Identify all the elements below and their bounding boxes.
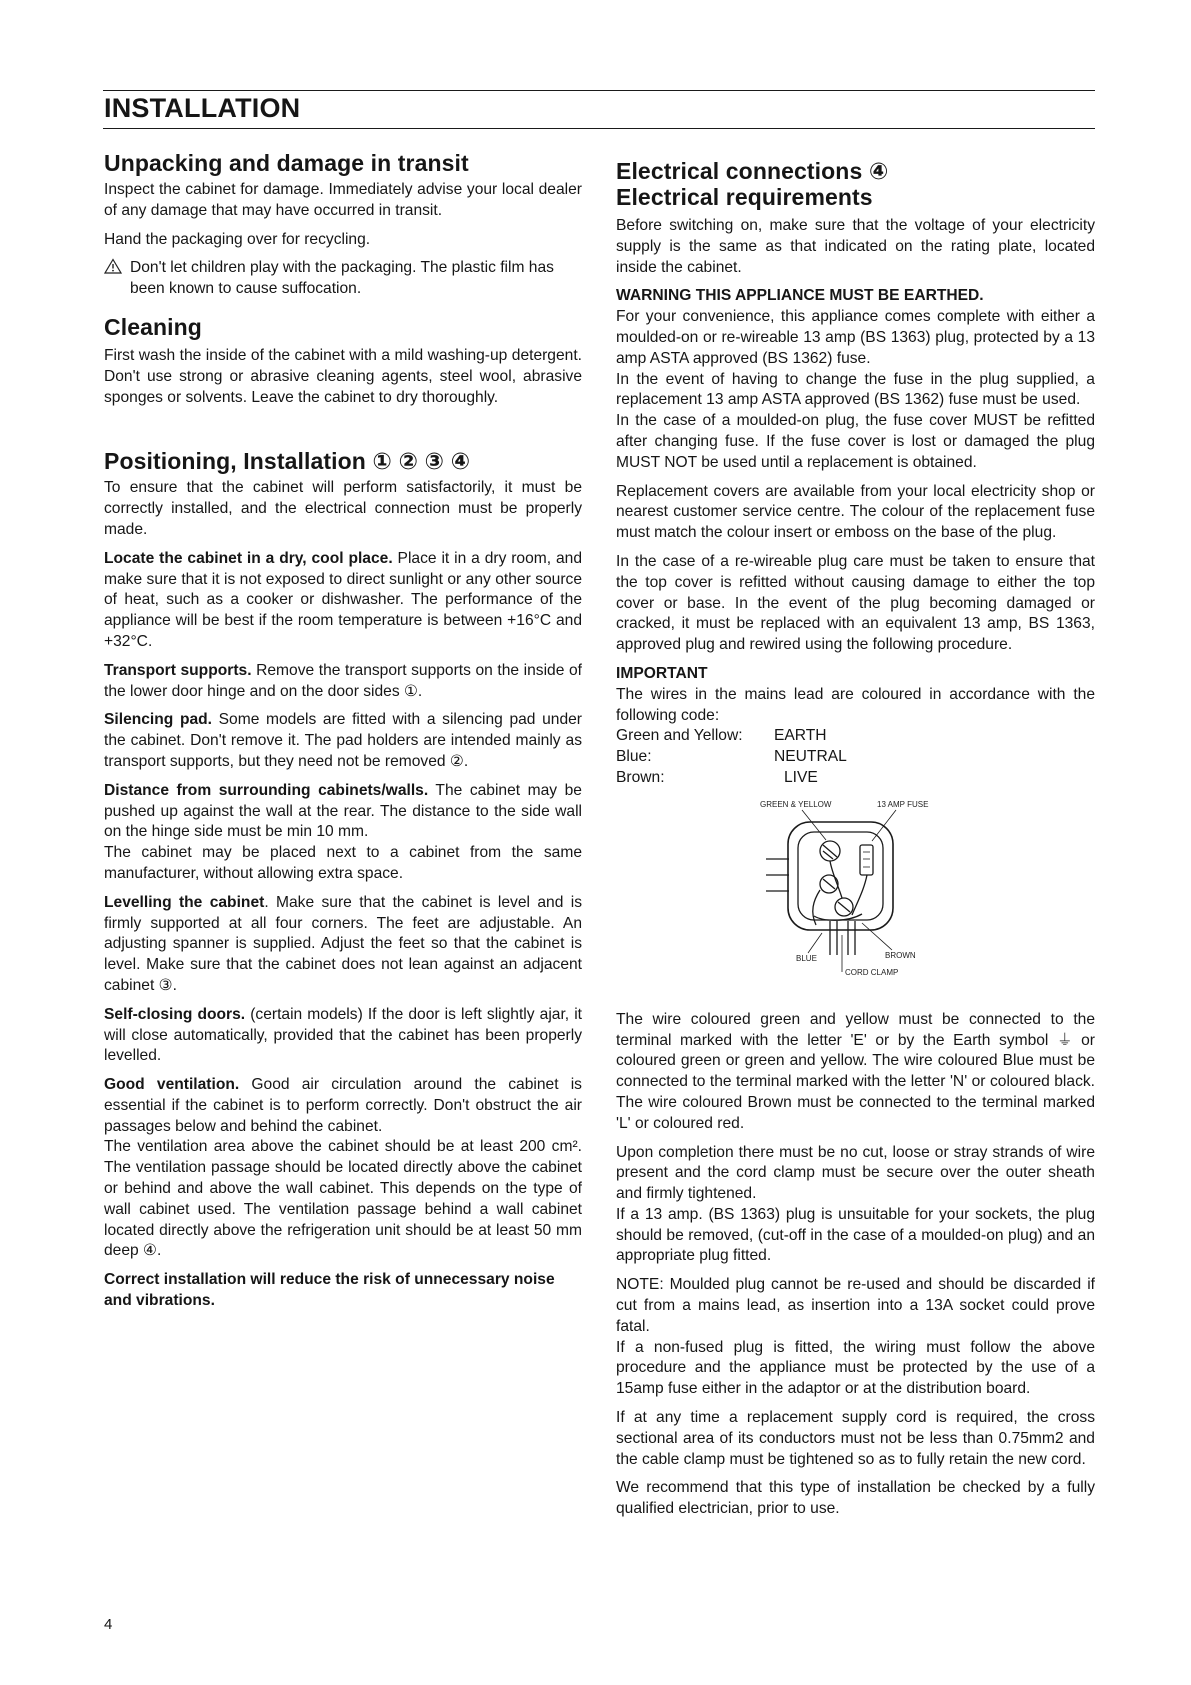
silencing-body: Some models are fitted with a silencing pad under the cabinet. Don't remove it. The pad holders are intended mainly as transport supports, but they need not be removed ②. [104, 711, 582, 770]
header-rule-top [103, 90, 1095, 91]
convenience-paragraph: For your convenience, this appliance comes complete with either a moulded-on or re-wireable 13 amp (BS 1363) plug, protected by a 13 amp ASTA approved (BS 1362) fuse. [616, 308, 1095, 367]
label-cord-clamp: CORD CLAMP [845, 967, 899, 977]
page-number: 4 [104, 1616, 113, 1633]
recycling-paragraph: Hand the packaging over for recycling. [104, 230, 371, 248]
ventilation-body: Good air circulation around the cabinet is essential if the cabinet is to perform correctly. Don't obstruct the air passages below and behind the cabinet. [104, 1076, 582, 1135]
section-heading-electrical-connections: Electrical connections ④ [616, 158, 889, 184]
selfclosing-body: (certain models) If the door is left slightly ajar, it will close automatically, provided that the cabinet has been properly levelled. [104, 1005, 583, 1065]
locate-lead: Locate the cabinet in a dry, cool place. [104, 549, 393, 567]
levelling-lead: Levelling the cabinet [104, 893, 265, 911]
code-row-neutral [616, 747, 1095, 768]
wire-colour-code [616, 726, 1095, 788]
code-value: LIVE [784, 768, 818, 786]
silencing-lead: Silencing pad. [104, 711, 213, 729]
code-label: Green and Yellow: [616, 727, 743, 745]
rewireable-paragraph: In the case of a re-wireable plug care must be taken to ensure that the top cover is refitted without causing damage to either the top cover or base. In the event of the plug becoming damaged or cracked, it must be replaced with an equivalent 13 amp, BS 1363, approved plug and rewired using the following procedure. [616, 552, 1095, 654]
transport-body: Remove the transport supports on the inside of the lower door hinge and on the door sides ①. [104, 661, 582, 700]
distance-lead: Distance from surrounding cabinets/walls. [104, 781, 429, 799]
replacement-covers-paragraph: Replacement covers are available from your local electricity shop or nearest customer service centre. The colour of the replacement fuse must match the colour insert or emboss on the base of the plug. [616, 482, 1095, 542]
label-green-yellow: GREEN & YELLOW [760, 799, 832, 809]
recommendation-paragraph: We recommend that this type of installation be checked by a fully qualified electrician, prior to use. [616, 1479, 1095, 1518]
completion-paragraph: Upon completion there must be no cut, loose or stray strands of wire present and the cord clamp must be secure over the outer sheath and firmly tightened. [616, 1143, 1095, 1203]
section-heading-electrical-requirements: Electrical requirements [616, 184, 873, 210]
unpacking-paragraph: Inspect the cabinet for damage. Immediately advise your local dealer of any damage that may have occurred in transit. [104, 181, 582, 219]
warning-triangle-icon [104, 258, 130, 280]
distance-paragraph [104, 781, 582, 843]
ventilation-paragraph [104, 1075, 582, 1137]
non-fused-plug-paragraph: If a non-fused plug is fitted, the wiring must follow the above procedure and the appliance must be protected by the use of a 15amp fuse either in the adaptor or at the distribution board. [616, 1338, 1095, 1398]
right-column [616, 150, 1095, 1528]
switching-paragraph: Before switching on, make sure that the voltage of your electricity supply is the same as that indicated on the rating plate, located inside the cabinet. [616, 217, 1095, 276]
code-label: Brown: [616, 768, 665, 786]
silencing-paragraph [104, 710, 582, 772]
code-value: EARTH [774, 727, 827, 745]
section-heading-positioning: Positioning, Installation ① ② ③ ④ [104, 448, 471, 475]
page-title: INSTALLATION [104, 93, 301, 123]
important-label: IMPORTANT [616, 664, 708, 682]
plug-diagram-svg [616, 795, 1095, 1000]
note-paragraph: NOTE: Moulded plug cannot be re-used and should be discarded if cut from a mains lead, as insertion into a 13A socket could prove fatal. [616, 1276, 1095, 1335]
green-yellow-wire-paragraph: The wire coloured green and yellow must be connected to the terminal marked with the letter 'E' or by the Earth symbol ⏚ or coloured green or green and yellow. The wire coloured Blue must be connected to the terminal marked with the letter 'N' or coloured black. The wire coloured Brown must be connected to the terminal marked 'L' or coloured red. [616, 1010, 1095, 1132]
warning-text: Don't let children play with the packaging. The plastic film has been known to cause suffocation. [130, 259, 554, 298]
transport-lead: Transport supports. [104, 661, 252, 679]
levelling-paragraph [104, 893, 582, 997]
label-brown: BROWN [885, 950, 916, 960]
locate-body: Place it in a dry room, and make sure that it is not exposed to direct sunlight or any other source of heat, such as a cooker or dishwasher. The performance of the appliance will be best if the room temperature is between +16°C and +32°C. [104, 549, 583, 650]
section-heading-cleaning: Cleaning [104, 313, 202, 340]
header-rule-bottom [103, 128, 1095, 129]
label-blue: BLUE [796, 953, 817, 963]
code-value: NEUTRAL [774, 748, 847, 766]
earthed-warning: WARNING THIS APPLIANCE MUST BE EARTHED. [616, 287, 984, 305]
replacement-cord-paragraph: If at any time a replacement supply cord is required, the cross sectional area of its conductors must not be less than 0.75mm2 and the cable clamp must be tightened so as to fully retain the new cord. [616, 1409, 1095, 1468]
code-row-earth [616, 726, 1095, 747]
code-label: Blue: [616, 748, 652, 766]
locate-paragraph [104, 549, 582, 653]
correct-installation-note: Correct installation will reduce the risk of unnecessary noise and vibrations. [104, 1271, 555, 1310]
left-column [104, 150, 582, 1320]
plug-wiring-diagram [616, 795, 1095, 1000]
cleaning-paragraph: First wash the inside of the cabinet with a mild washing-up detergent. Don't use strong or abrasive cleaning agents, steel wool, abrasive sponges or solvents. Leave the cabinet to dry thoroughly. [104, 346, 582, 406]
selfclosing-lead: Self-closing doors. [104, 1005, 246, 1023]
fuse-event-paragraph: In the event of having to change the fuse in the plug supplied, a replacement 13 amp ASTA approved (BS 1362) fuse must be used. [616, 370, 1095, 409]
moulded-plug-paragraph: In the case of a moulded-on plug, the fuse cover MUST be refitted after changing fuse. If the fuse cover is lost or damaged the plug MUST NOT be used until a replacement is obtained. [616, 412, 1095, 471]
distance-paragraph-2: The cabinet may be placed next to a cabinet from the same manufacturer, without allowing extra space. [104, 844, 582, 882]
wires-paragraph: The wires in the mains lead are coloured in accordance with the following code: [616, 685, 1095, 724]
unsuitable-plug-paragraph: If a 13 amp. (BS 1363) plug is unsuitable for your sockets, the plug should be removed, (cut-off in the case of a moulded-on plug) and an appropriate plug fitted. [616, 1205, 1095, 1265]
ventilation-lead: Good ventilation. [104, 1076, 240, 1094]
transport-paragraph [104, 661, 582, 703]
code-row-live [616, 768, 1095, 789]
distance-body: The cabinet may be pushed up against the wall at the rear. The distance to the side wall on the hinge side must be min 10 mm. [104, 781, 582, 841]
levelling-body: . Make sure that the cabinet is level and is firmly supported at all four corners. The feet are adjustable. An adjusting spanner is supplied. Adjust the feet so that the cabinet is level. Make sure that the cabinet does not lean against an adjacent cabinet ③. [104, 893, 582, 994]
selfclosing-paragraph [104, 1005, 582, 1067]
label-13-amp-fuse: 13 AMP FUSE [877, 799, 929, 809]
positioning-paragraph: To ensure that the cabinet will perform satisfactorily, it must be correctly installed, and the electrical connection must be properly made. [104, 479, 582, 538]
packaging-warning [104, 258, 582, 300]
leader-lines [802, 810, 896, 972]
section-heading-unpacking: Unpacking and damage in transit [104, 150, 469, 176]
ventilation-paragraph-2: The ventilation area above the cabinet should be at least 200 cm². The ventilation passage should be located directly above the cabinet or behind and above the wall cabinet. This depends on the type of wall cabinet used. The ventilation passage behind a wall cabinet located directly above the refrigeration unit should be at least 50 mm deep ④. [104, 1138, 582, 1260]
plug-drawing [766, 822, 893, 955]
